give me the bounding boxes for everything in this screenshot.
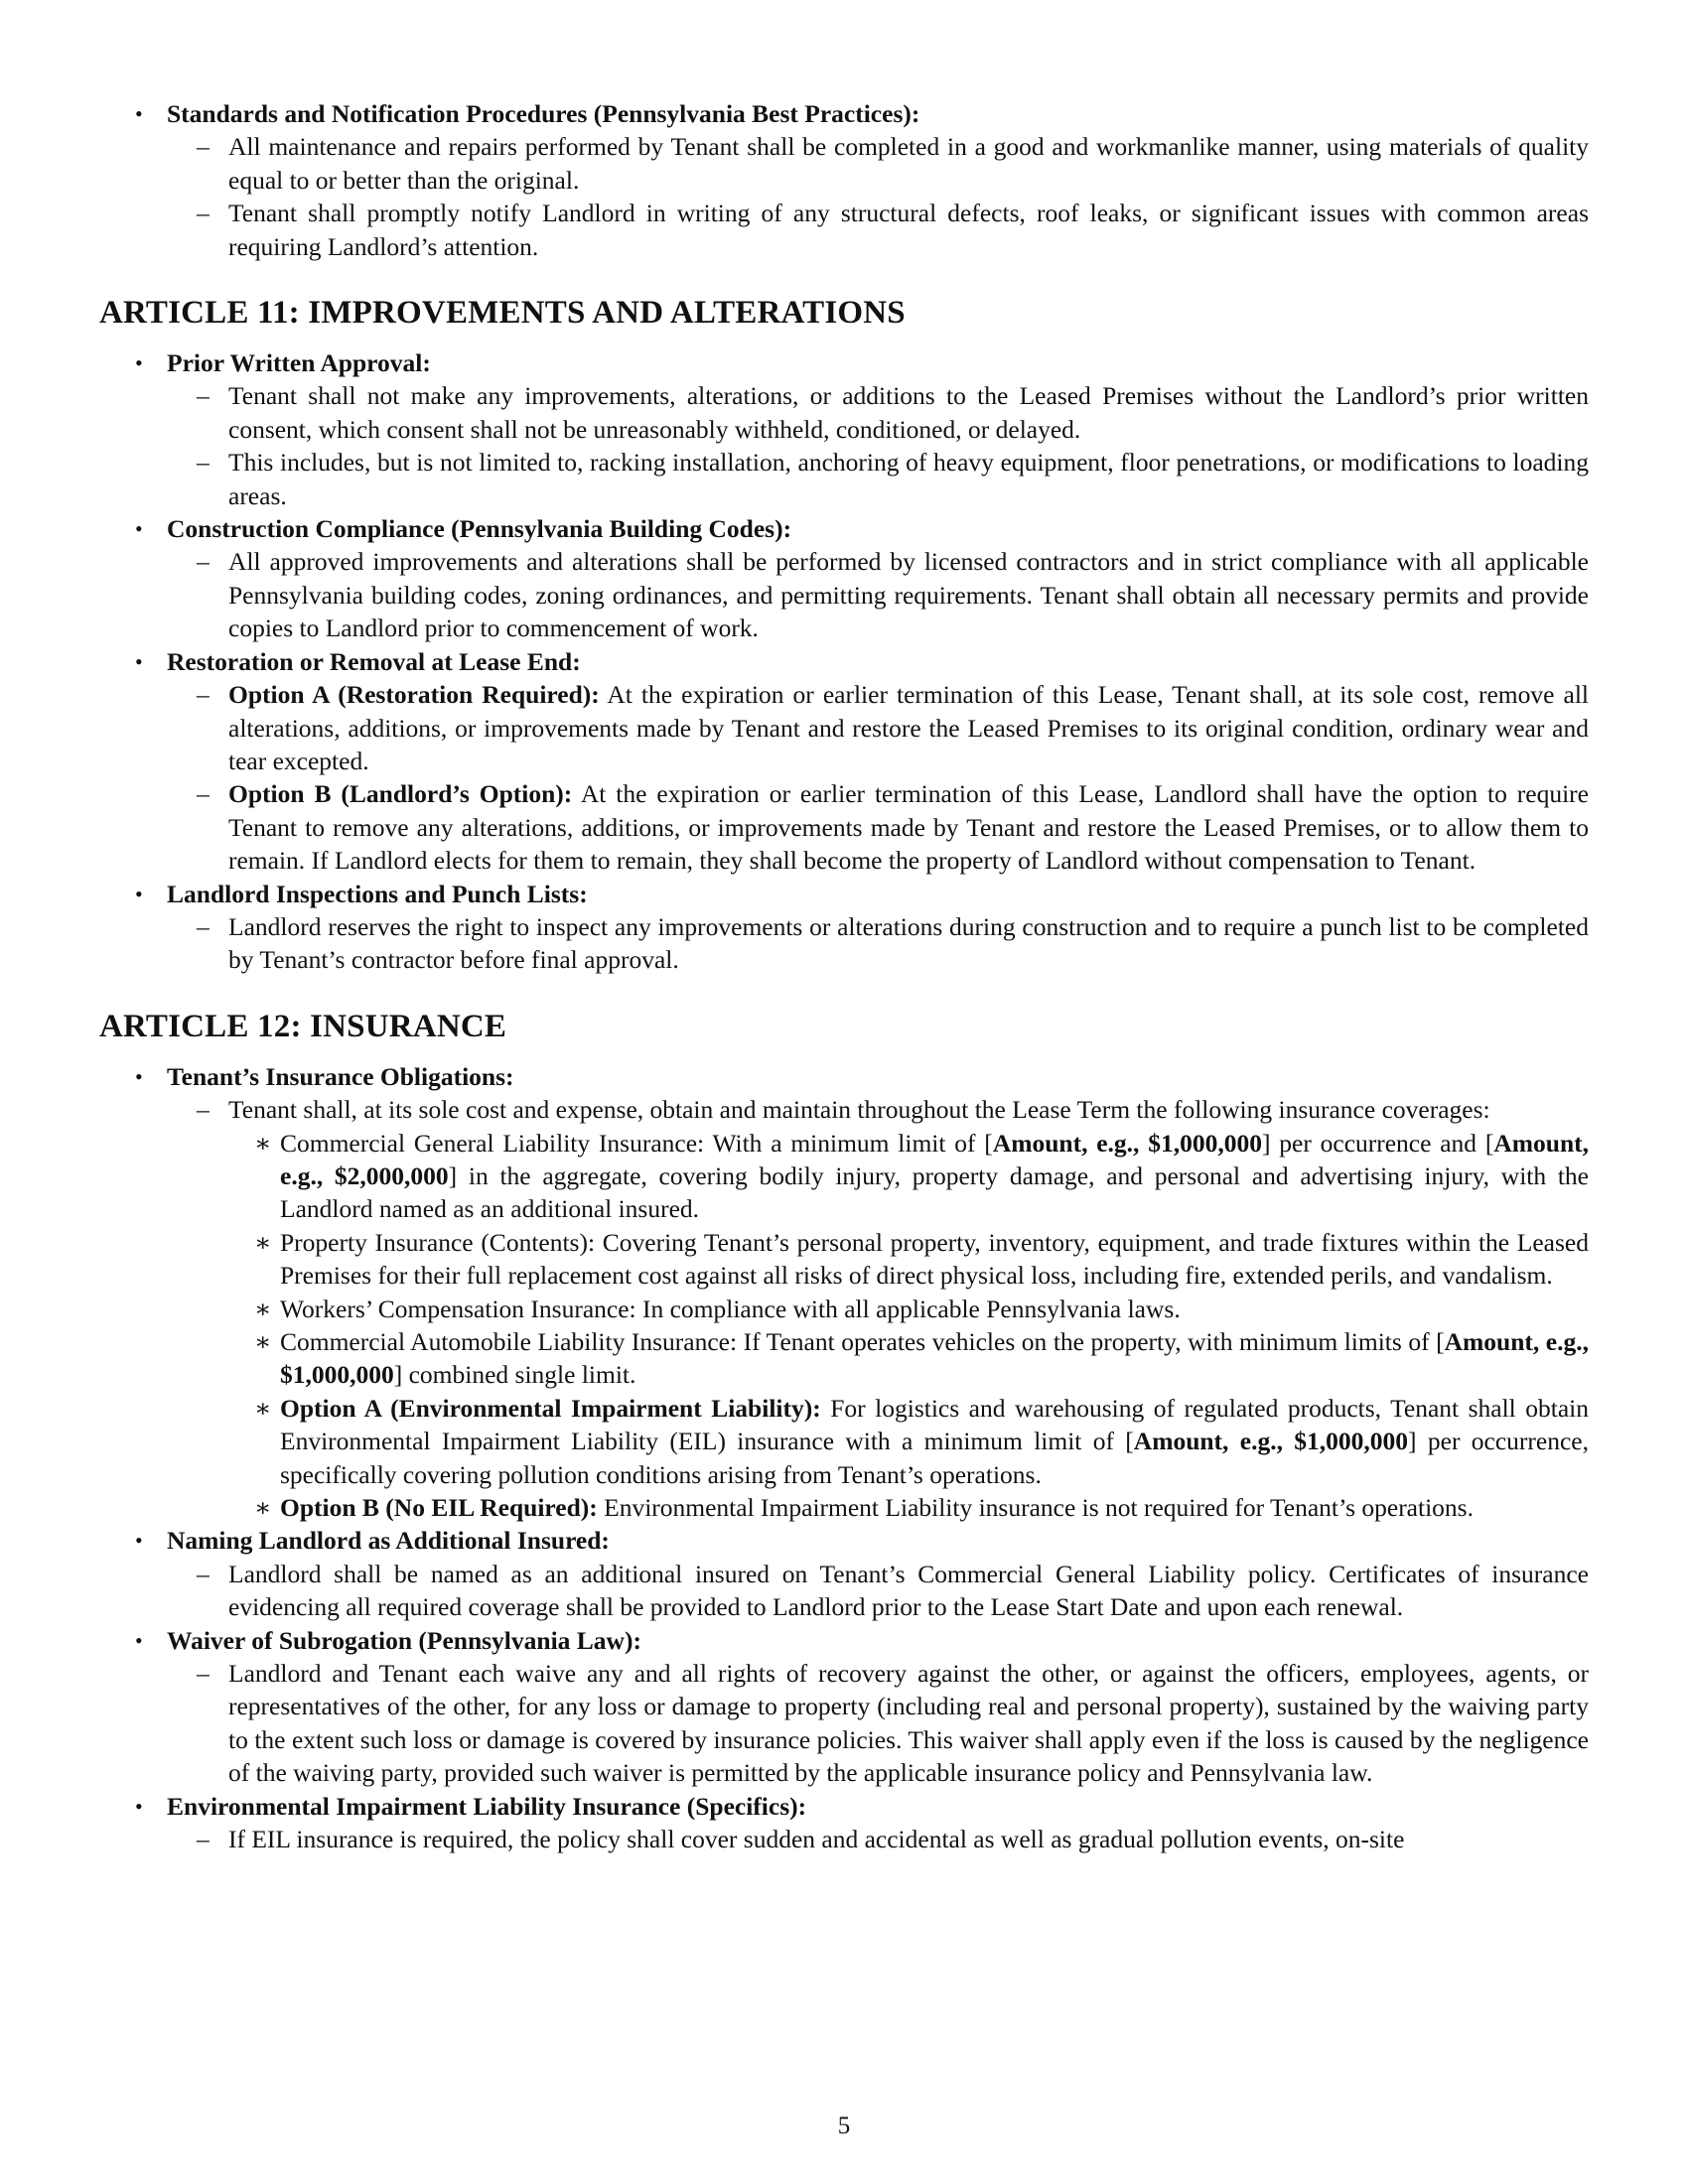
sub-list xyxy=(167,1823,1589,1855)
amount-placeholder: Amount, e.g., $1,000,000 xyxy=(992,1128,1262,1158)
document-page xyxy=(99,97,1589,1856)
amount-placeholder: Amount, e.g., $2,000,000 xyxy=(280,1128,1589,1190)
option-text: At the expiration or earlier termination of this Lease, Tenant shall, at its sole cost, remove all alterations, additions, or improvements made by Tenant and restore the Leased Premises to its original condition, ordinary wear and tear excepted. xyxy=(228,680,1589,775)
sub-list xyxy=(167,1558,1589,1624)
page-number: 5 xyxy=(837,2113,851,2139)
sub-list-item: – Landlord reserves the right to inspect any improvements or alterations during construction and to require a punch list to be completed by Tenant’s contractor before final approval. xyxy=(167,910,1589,977)
coverage-item: ∗ Property Insurance (Contents): Covering Tenant’s personal property, inventory, equipment, and trade fixtures within the Leased Premises for their full replacement cost against all risks of direct physical loss, including fire, extended perils, and vandalism. xyxy=(228,1226,1589,1293)
list-item xyxy=(99,346,1589,512)
coverage-item xyxy=(228,1491,1589,1524)
section-title: • Environmental Impairment Liability Insurance (Specifics): xyxy=(167,1791,807,1821)
coverage-item xyxy=(228,1392,1589,1491)
section-title: • Prior Written Approval: xyxy=(167,348,431,378)
list-item xyxy=(99,1524,1589,1623)
text-run: ] per occurrence and [ xyxy=(1261,1128,1494,1158)
text-run: ] per occurrence, specifically covering pollution conditions arising from Tenant’s operations. xyxy=(280,1427,1589,1489)
sub-list-item xyxy=(167,777,1589,877)
sub-list-item xyxy=(167,1093,1589,1524)
list-item xyxy=(99,878,1589,977)
article-12-list xyxy=(99,1060,1589,1856)
sub-list xyxy=(167,379,1589,512)
section-title: • Restoration or Removal at Lease End: xyxy=(167,646,581,676)
sub-list-item: – This includes, but is not limited to, racking installation, anchoring of heavy equipment, floor penetrations, or modifications to loading areas. xyxy=(167,446,1589,512)
text-run: Environmental Impairment Liability insurance is not required for Tenant’s operations. xyxy=(604,1493,1474,1523)
amount-placeholder: Amount, e.g., $1,000,000 xyxy=(1133,1427,1409,1456)
option-label: Option A (Environmental Impairment Liability): xyxy=(280,1393,821,1423)
text-run: ] in the aggregate, covering bodily injury, property damage, and personal and advertising injury, with the Landlord named as an additional insured. xyxy=(280,1160,1589,1224)
sub-list-item xyxy=(167,678,1589,777)
list-item xyxy=(99,645,1589,878)
section-title: • Standards and Notification Procedures (Pennsylvania Best Practices): xyxy=(167,99,920,128)
sub-list-item: – Tenant shall not make any improvements, alterations, or additions to the Leased Premises without the Landlord’s prior written consent, which consent shall not be unreasonably withheld, conditioned, or delayed. xyxy=(167,379,1589,446)
sub-list-item: – All maintenance and repairs performed by Tenant shall be completed in a good and workmanlike manner, using materials of quality equal to or better than the original. xyxy=(167,130,1589,197)
sub-list xyxy=(167,545,1589,644)
list-item xyxy=(99,1790,1589,1856)
sub-list xyxy=(167,910,1589,977)
section-title: • Waiver of Subrogation (Pennsylvania Law): xyxy=(167,1625,641,1655)
text-run: ] combined single limit. xyxy=(393,1360,636,1390)
coverage-item: ∗ Workers’ Compensation Insurance: In compliance with all applicable Pennsylvania laws. xyxy=(228,1293,1589,1325)
option-label: Option A (Restoration Required): xyxy=(228,680,600,710)
section-list xyxy=(99,97,1589,263)
list-item xyxy=(99,512,1589,645)
section-title: • Landlord Inspections and Punch Lists: xyxy=(167,879,588,908)
intro-text: Tenant shall, at its sole cost and expense, obtain and maintain throughout the Lease Term the following insurance coverages: xyxy=(228,1095,1490,1125)
sub-list-item: – Landlord shall be named as an additional insured on Tenant’s Commercial General Liability policy. Certificates of insurance evidencing all required coverage shall be provided to Landlord prior to the Lease Start Date and upon each renewal. xyxy=(167,1558,1589,1624)
list-item xyxy=(99,1060,1589,1525)
sub-list xyxy=(167,130,1589,263)
sub-list xyxy=(167,678,1589,877)
list-item xyxy=(99,1624,1589,1790)
section-title: • Naming Landlord as Additional Insured: xyxy=(167,1526,610,1556)
sub-list xyxy=(167,1657,1589,1790)
sub-list-item: – Tenant shall promptly notify Landlord in writing of any structural defects, roof leaks, or significant issues with common areas requiring Landlord’s attention. xyxy=(167,197,1589,263)
option-label: Option B (Landlord’s Option): xyxy=(228,779,573,809)
text-run: Commercial Automobile Liability Insurance: If Tenant operates vehicles on the property, with minimum limits of [ xyxy=(280,1327,1445,1356)
section-title: • Tenant’s Insurance Obligations: xyxy=(167,1061,514,1091)
coverage-item xyxy=(228,1127,1589,1226)
section-title: • Construction Compliance (Pennsylvania Building Codes): xyxy=(167,514,792,544)
sub-list-item: – If EIL insurance is required, the policy shall cover sudden and accidental as well as gradual pollution events, on-site xyxy=(167,1823,1589,1855)
text-run: For logistics and warehousing of regulated products, Tenant shall obtain Environmental Impairment Liability (EIL) insurance with a minimum limit of [ xyxy=(280,1393,1589,1456)
sub-list-item: – Landlord and Tenant each waive any and all rights of recovery against the other, or against the officers, employees, agents, or representatives of the other, for any loss or damage to property (including real and personal property), sustained by the waiving party to the extent such loss or damage is covered by insurance policies. This waiver shall apply even if the loss is caused by the negligence of the waiving party, provided such waiver is permitted by the applicable insurance policy and Pennsylvania law. xyxy=(167,1657,1589,1790)
coverage-list xyxy=(228,1127,1589,1525)
text-run: Commercial General Liability Insurance: With a minimum limit of [ xyxy=(280,1128,993,1158)
option-label: Option B (No EIL Required): xyxy=(280,1493,598,1523)
option-text: At the expiration or earlier termination of this Lease, Landlord shall have the option to require Tenant to remove any alterations, additions, or improvements made by Tenant and restore the Leased Premises, or to allow them to remain. If Landlord elects for them to remain, they shall become the property of Landlord without compensation to Tenant. xyxy=(228,779,1589,876)
amount-placeholder: Amount, e.g., $1,000,000 xyxy=(280,1327,1589,1390)
article-11-heading: ARTICLE 11: IMPROVEMENTS AND ALTERATIONS xyxy=(99,295,906,332)
article-11-list xyxy=(99,346,1589,977)
article-12-heading: ARTICLE 12: INSURANCE xyxy=(99,1008,507,1044)
coverage-item xyxy=(228,1325,1589,1392)
sub-list-item: – All approved improvements and alterations shall be performed by licensed contractors and in strict compliance with all applicable Pennsylvania building codes, zoning ordinances, and permitting requirements. Tenant shall obtain all necessary permits and provide copies to Landlord prior to commencement of work. xyxy=(167,545,1589,644)
list-item xyxy=(99,97,1589,263)
sub-list xyxy=(167,1093,1589,1524)
